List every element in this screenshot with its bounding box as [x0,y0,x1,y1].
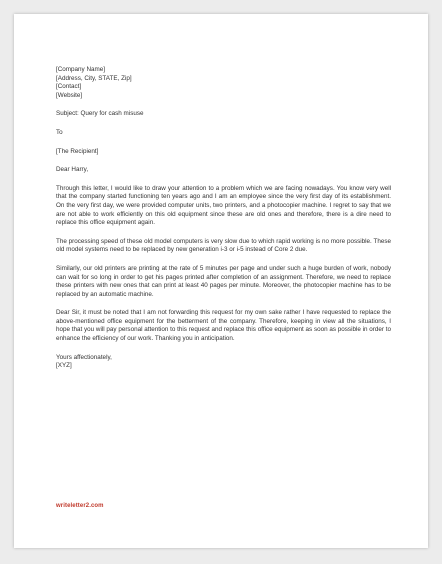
letter-page [14,14,428,548]
to-label: To [56,128,63,136]
subject-line: Subject: Query for cash misuse [56,110,144,118]
sender-contact: [Contact] [56,83,82,91]
closing: Yours affectionately, [56,353,112,361]
sender-company: [Company Name] [56,66,105,73]
paragraph-2: The processing speed of these old model computers is very slow due to which rapid working is no more possible. These old model systems need to be replaced by new generation i-3 or i-5 instead of Core 2 due. [56,237,391,254]
recipient: [The Recipient] [56,147,99,155]
paragraph-1: Through this letter, I would like to draw your attention to a problem which we are facing nowadays. You know very well that the company started functioning ten years ago and I am an employee since the very first day of its establishment. On the very first day, we were provided computer units, two printers, and a photocopier machine. I regret to say that we are not able to work efficiently on this old equipment since these are old ones and therefore, there is a dire need to replace this office equipment again. [56,184,391,227]
letter-body [56,66,391,371]
paragraph-4: Dear Sir, it must be noted that I am not forwarding this request for my own sake rather I have requested to replace the above-mentioned office equipment for the betterment of the company. Therefore, keeping in view all the situations, I hope that you will pay personal attention to this request and replace this office equipment as soon as possible in order to enhance the efficiency of our work. Thanking you in anticipation. [56,309,391,343]
greeting: Dear Harry, [56,166,89,174]
sender-website: [Website] [56,91,83,99]
sender-address: [Address, City, STATE, Zip] [56,74,132,82]
footer-website[interactable]: writeletter2.com [56,503,104,509]
signature: [XYZ] [56,362,72,370]
paragraph-3: Similarly, our old printers are printing at the rate of 5 minutes per page and under such a huge burden of work, nobody can wait for so long in order to get his pages printed after completion of an assignment. Therefore, we need to replace these printers with new ones that can print at least 40 pages per minute. Moreover, the photocopier machine has to be replaced by an automatic machine. [56,264,391,298]
